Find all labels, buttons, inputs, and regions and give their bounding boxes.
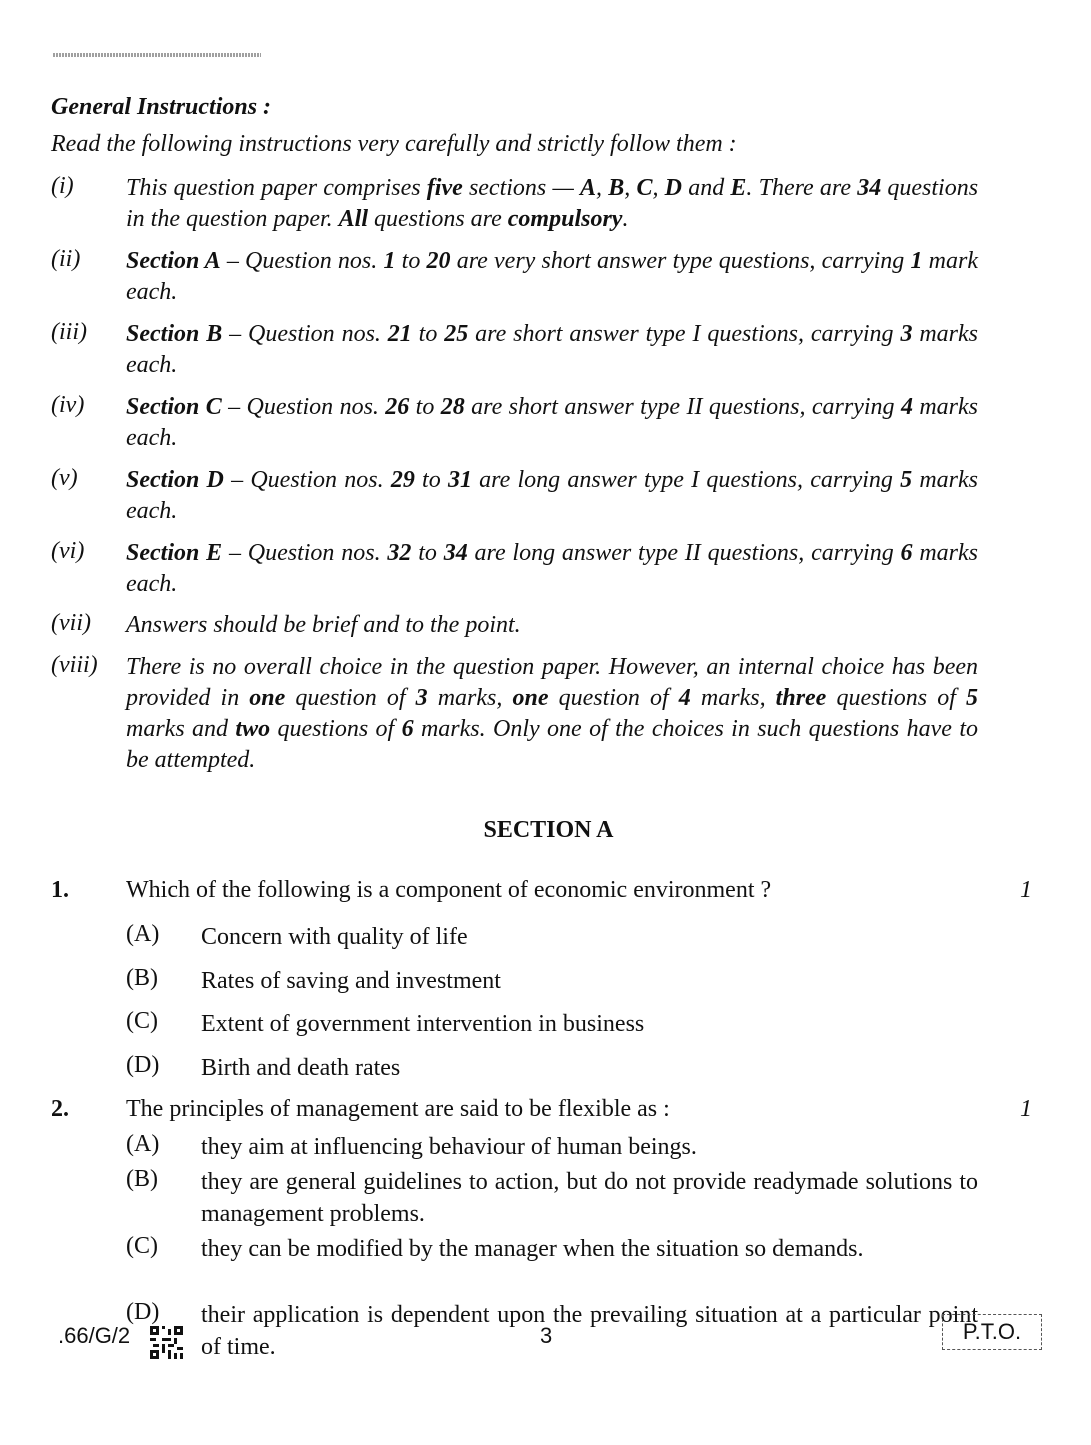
option-text: they aim at influencing behaviour of human beings. (201, 1134, 697, 1160)
option-label: (D) (126, 1299, 160, 1325)
question-number: 2. (51, 1096, 69, 1122)
general-instructions-intro: Read the following instructions very carefully and strictly follow them : (51, 131, 737, 157)
instruction-text: Section C – Question nos. 26 to 28 are short answer type II questions, carrying 4 marks each. (126, 394, 978, 451)
instruction-text: This question paper comprises five sections — A, B, C, D and E. There are 34 questions in the question paper. All questions are compulsory. (126, 175, 979, 232)
instruction-text: Section E – Question nos. 32 to 34 are long answer type II questions, carrying 6 marks each. (126, 540, 979, 597)
general-instructions-title: General Instructions : (51, 94, 272, 120)
emphasis-text: 4 (678, 685, 691, 711)
page-number: 3 (540, 1323, 553, 1348)
option-label: (C) (126, 1008, 158, 1034)
instruction-number: (viii) (51, 652, 98, 678)
option-label: (A) (126, 1131, 160, 1157)
emphasis-text: All (338, 206, 368, 232)
emphasis-text: 20 (426, 248, 451, 274)
instruction-number: (iv) (51, 392, 85, 418)
option-text: they are general guidelines to action, but do not provide readymade solutions to management problems. (201, 1169, 978, 1227)
option-label: (B) (126, 1166, 158, 1192)
emphasis-text: 4 (900, 394, 913, 420)
security-microtext (53, 53, 261, 57)
option-label: (B) (126, 965, 158, 991)
emphasis-text: 28 (440, 394, 465, 420)
question-marks: 1 (1020, 1096, 1032, 1122)
emphasis-text: 3 (900, 321, 913, 347)
pto-box: P.T.O. (942, 1314, 1042, 1350)
emphasis-text: 1 (910, 248, 923, 274)
emphasis-text: 25 (444, 321, 469, 347)
instruction-text: Answers should be brief and to the point. (126, 612, 521, 638)
instruction-number: (vii) (51, 610, 91, 636)
qr-code-icon (150, 1326, 183, 1359)
emphasis-text: 34 (857, 175, 882, 201)
emphasis-text: compulsory (507, 206, 623, 232)
emphasis-text: 26 (385, 394, 410, 420)
emphasis-text: 5 (966, 685, 978, 711)
emphasis-text: E (730, 175, 747, 201)
option-text: Rates of saving and investment (201, 968, 501, 994)
emphasis-text: Section B (126, 321, 223, 347)
emphasis-text: 21 (387, 321, 412, 347)
question-number: 1. (51, 877, 69, 903)
option-label: (C) (126, 1233, 158, 1259)
option-label: (D) (126, 1052, 160, 1078)
instruction-number: (ii) (51, 246, 81, 272)
emphasis-text: 3 (415, 685, 428, 711)
emphasis-text: D (664, 175, 682, 201)
emphasis-text: 1 (383, 248, 396, 274)
emphasis-text: Section C (126, 394, 222, 420)
emphasis-text: B (608, 175, 625, 201)
emphasis-text: one (249, 685, 286, 711)
question-text: Which of the following is a component of economic environment ? (126, 877, 772, 903)
emphasis-text: 31 (447, 467, 472, 493)
emphasis-text: Section D (126, 467, 224, 493)
emphasis-text: 5 (900, 467, 913, 493)
option-text: Extent of government intervention in business (201, 1011, 645, 1037)
option-text: Birth and death rates (201, 1055, 401, 1081)
option-text: Concern with quality of life (201, 924, 468, 950)
paper-code: .66/G/2 (58, 1323, 131, 1348)
option-text: their application is dependent upon the prevailing situation at a particular point of time. (201, 1302, 978, 1360)
instruction-text: There is no overall choice in the question paper. However, an internal choice has been provided in one question of 3 marks, one question of 4 marks, three questions of 5 marks and two questions of 6 marks. Only one of the choices in such questions have to be attempted. (126, 654, 978, 773)
emphasis-text: A (580, 175, 597, 201)
emphasis-text: 6 (401, 716, 414, 742)
emphasis-text: C (636, 175, 653, 201)
emphasis-text: 6 (900, 540, 913, 566)
instruction-number: (vi) (51, 538, 85, 564)
instruction-text: Section D – Question nos. 29 to 31 are long answer type I questions, carrying 5 marks each. (126, 467, 979, 524)
instruction-number: (iii) (51, 319, 87, 345)
instruction-text: Section B – Question nos. 21 to 25 are short answer type I questions, carrying 3 marks each. (126, 321, 979, 378)
section-title: SECTION A (483, 817, 614, 843)
emphasis-text: Section A (126, 248, 221, 274)
emphasis-text: three (775, 685, 827, 711)
option-label: (A) (126, 921, 160, 947)
emphasis-text: five (426, 175, 463, 201)
emphasis-text: 32 (387, 540, 412, 566)
emphasis-text: two (235, 716, 271, 742)
instruction-text: Section A – Question nos. 1 to 20 are very short answer type questions, carrying 1 mark each. (126, 248, 979, 305)
emphasis-text: 34 (443, 540, 468, 566)
emphasis-text: one (512, 685, 549, 711)
instruction-number: (v) (51, 465, 78, 491)
emphasis-text: 29 (390, 467, 415, 493)
question-marks: 1 (1020, 877, 1032, 903)
emphasis-text: Section E (126, 540, 223, 566)
instruction-number: (i) (51, 173, 74, 199)
option-text: they can be modified by the manager when the situation so demands. (201, 1236, 864, 1262)
question-text: The principles of management are said to be flexible as : (126, 1096, 670, 1122)
